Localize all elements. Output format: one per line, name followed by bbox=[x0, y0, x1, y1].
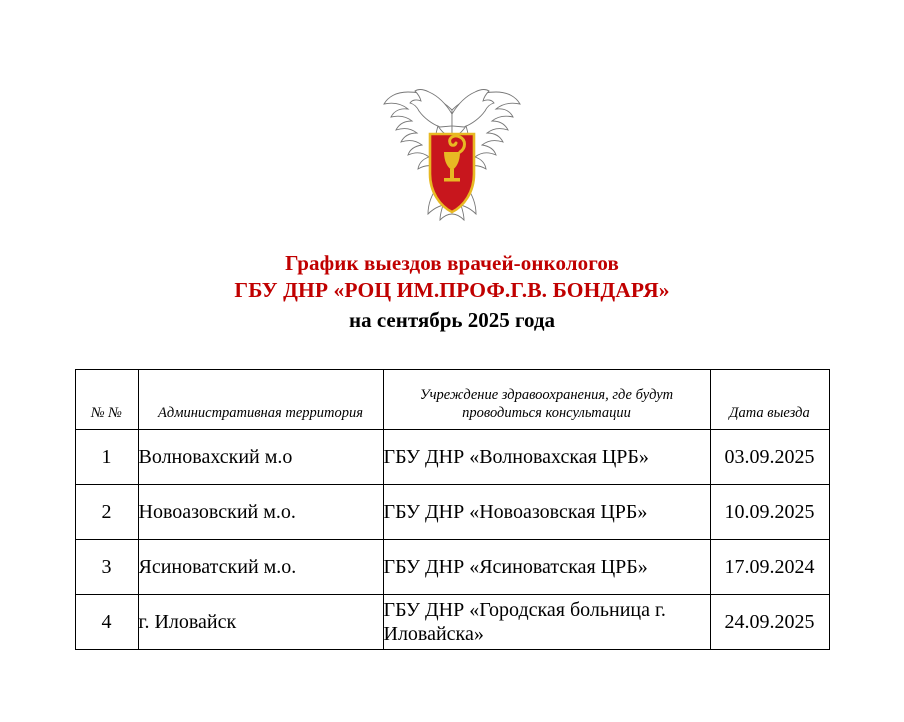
cell-number: 2 bbox=[75, 484, 138, 539]
table-row bbox=[75, 539, 829, 594]
cell-territory: Ясиноватский м.о. bbox=[138, 539, 383, 594]
cell-organization: ГБУ ДНР «Ясиноватская ЦРБ» bbox=[383, 539, 710, 594]
cell-date: 10.09.2025 bbox=[710, 484, 829, 539]
cell-territory: Волновахский м.о bbox=[138, 429, 383, 484]
shield bbox=[430, 134, 474, 224]
cell-territory: г. Иловайск bbox=[138, 594, 383, 649]
column-header-territory: Административная территория bbox=[138, 369, 383, 429]
title-line-1: График выездов врачей-онкологов bbox=[285, 251, 619, 275]
schedule-table bbox=[75, 369, 830, 650]
cell-date: 03.09.2025 bbox=[710, 429, 829, 484]
cell-organization: ГБУ ДНР «Новоазовская ЦРБ» bbox=[383, 484, 710, 539]
schedule-table-container bbox=[0, 369, 904, 650]
donetsk-coat-of-arms-icon bbox=[372, 74, 532, 224]
table-header-row bbox=[75, 369, 829, 429]
table-row bbox=[75, 429, 829, 484]
cell-territory: Новоазовский м.о. bbox=[138, 484, 383, 539]
cell-number: 4 bbox=[75, 594, 138, 649]
title-line-2: ГБУ ДНР «РОЦ ИМ.ПРОФ.Г.В. БОНДАРЯ» bbox=[234, 278, 670, 303]
column-header-date: Дата выезда bbox=[710, 369, 829, 429]
cell-date: 17.09.2024 bbox=[710, 539, 829, 594]
column-header-organization: Учреждение здравоохранения, где будут проводиться консультации bbox=[383, 369, 710, 429]
cell-date: 24.09.2025 bbox=[710, 594, 829, 649]
cell-organization: ГБУ ДНР «Городская больница г. Иловайска» bbox=[383, 594, 710, 649]
column-header-number: № № bbox=[75, 369, 138, 429]
emblem-container bbox=[0, 0, 904, 224]
table-row bbox=[75, 484, 829, 539]
table-row bbox=[75, 594, 829, 649]
cell-number: 3 bbox=[75, 539, 138, 594]
document-title bbox=[0, 250, 904, 335]
cell-number: 1 bbox=[75, 429, 138, 484]
table-body bbox=[75, 429, 829, 649]
cell-organization: ГБУ ДНР «Волновахская ЦРБ» bbox=[383, 429, 710, 484]
title-line-3: на сентябрь 2025 года bbox=[348, 308, 556, 333]
table-header bbox=[75, 369, 829, 429]
